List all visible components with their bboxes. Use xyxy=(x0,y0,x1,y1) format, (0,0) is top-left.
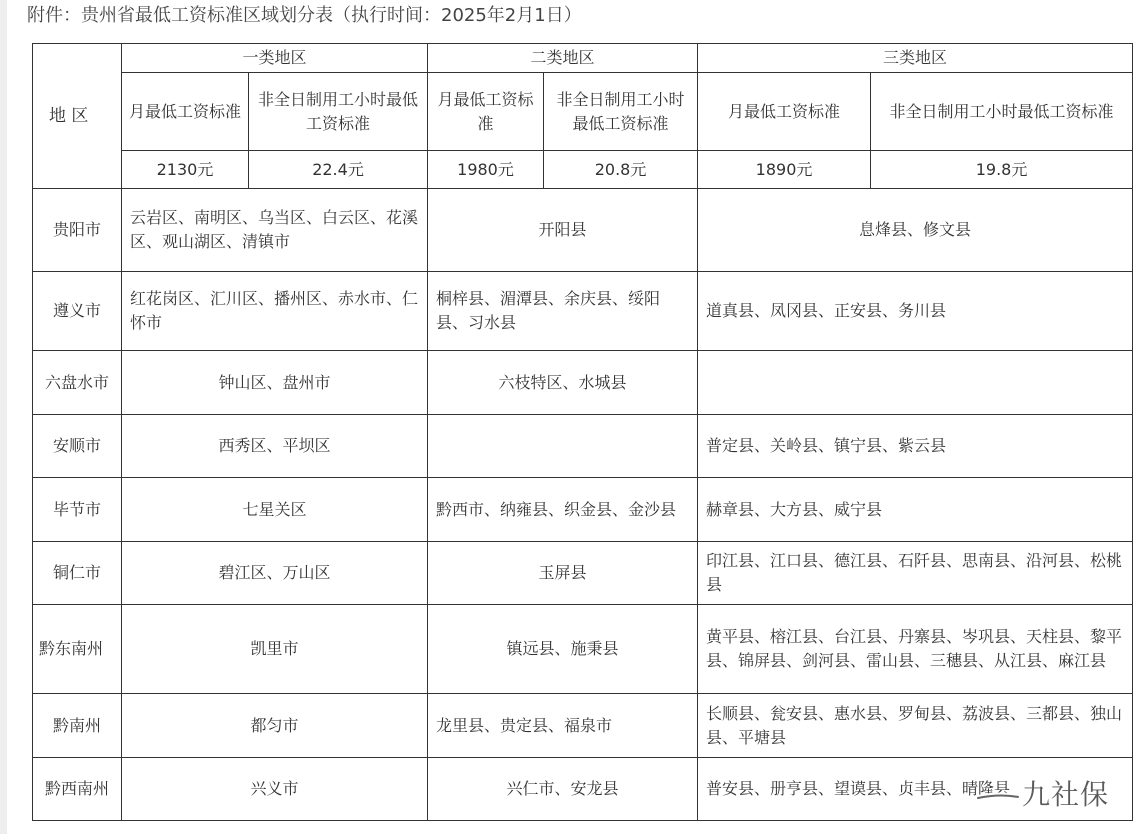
table-row xyxy=(33,478,1133,542)
class2-monthly-value: 1980元 xyxy=(428,151,544,189)
class3-areas: 黄平县、榕江县、台江县、丹寨县、岑巩县、天柱县、黎平县、锦屏县、剑河县、雷山县、三穗县、从江县、麻江县 xyxy=(698,605,1133,694)
class1-areas: 钟山区、盘州市 xyxy=(122,351,428,415)
class2-areas: 开阳县 xyxy=(428,189,698,272)
class3-areas: 道真县、凤冈县、正安县、务川县 xyxy=(698,272,1133,351)
class1-areas: 兴义市 xyxy=(122,758,428,821)
class3-areas: 长顺县、瓮安县、惠水县、罗甸县、荔波县、三都县、独山县、平塘县 xyxy=(698,694,1133,758)
class2-areas: 六枝特区、水城县 xyxy=(428,351,698,415)
table-row xyxy=(33,542,1133,605)
city-cell: 贵阳市 xyxy=(33,189,122,272)
class3-monthly-label: 月最低工资标准 xyxy=(698,73,871,151)
page-left-border xyxy=(0,0,7,834)
class1-areas: 西秀区、平坝区 xyxy=(122,415,428,478)
table-row xyxy=(33,415,1133,478)
class3-hourly-label: 非全日制用工小时最低工资标准 xyxy=(871,73,1133,151)
class1-areas: 碧江区、万山区 xyxy=(122,542,428,605)
city-cell: 六盘水市 xyxy=(33,351,122,415)
class3-hourly-value: 19.8元 xyxy=(871,151,1133,189)
class2-monthly-label: 月最低工资标准 xyxy=(428,73,544,151)
table-row xyxy=(33,758,1133,821)
header-row-classes xyxy=(33,44,1133,73)
class2-areas xyxy=(428,415,698,478)
city-cell: 毕节市 xyxy=(33,478,122,542)
class1-monthly-label: 月最低工资标准 xyxy=(122,73,249,151)
class1-areas: 都匀市 xyxy=(122,694,428,758)
city-cell: 铜仁市 xyxy=(33,542,122,605)
class1-areas: 云岩区、南明区、乌当区、白云区、花溪区、观山湖区、清镇市 xyxy=(122,189,428,272)
class1-areas: 红花岗区、汇川区、播州区、赤水市、仁怀市 xyxy=(122,272,428,351)
city-cell: 遵义市 xyxy=(33,272,122,351)
wage-zone-table xyxy=(32,43,1133,821)
city-cell: 安顺市 xyxy=(33,415,122,478)
class3-areas: 普安县、册亨县、望谟县、贞丰县、晴隆县 xyxy=(698,758,1133,821)
class2-hourly-value: 20.8元 xyxy=(544,151,698,189)
class2-areas: 镇远县、施秉县 xyxy=(428,605,698,694)
class1-hourly-value: 22.4元 xyxy=(249,151,428,189)
table-row xyxy=(33,694,1133,758)
region-header-cell: 地 区 xyxy=(33,44,122,189)
class3-areas: 普定县、关岭县、镇宁县、紫云县 xyxy=(698,415,1133,478)
class2-hourly-label: 非全日制用工小时最低工资标准 xyxy=(544,73,698,151)
class2-areas: 兴仁市、安龙县 xyxy=(428,758,698,821)
class3-monthly-value: 1890元 xyxy=(698,151,871,189)
page-caption: 附件：贵州省最低工资标准区域划分表（执行时间：2025年2月1日） xyxy=(27,5,582,26)
class3-areas: 息烽县、修文县 xyxy=(698,189,1133,272)
header-row-values xyxy=(33,151,1133,189)
class1-areas: 七星关区 xyxy=(122,478,428,542)
table-row xyxy=(33,189,1133,272)
class2-areas: 黔西市、纳雍县、织金县、金沙县 xyxy=(428,478,698,542)
table-row xyxy=(33,605,1133,694)
class2-areas: 玉屏县 xyxy=(428,542,698,605)
class1-monthly-value: 2130元 xyxy=(122,151,249,189)
class1-header: 一类地区 xyxy=(122,44,428,73)
city-cell: 黔东南州 xyxy=(33,605,122,694)
class2-header: 二类地区 xyxy=(428,44,698,73)
watermark xyxy=(976,775,1136,815)
class3-areas: 印江县、江口县、德江县、石阡县、思南县、沿河县、松桃县 xyxy=(698,542,1133,605)
table-row xyxy=(33,351,1133,415)
header-row-labels xyxy=(33,73,1133,151)
class3-areas: 赫章县、大方县、威宁县 xyxy=(698,478,1133,542)
city-cell: 黔西南州 xyxy=(33,758,122,821)
class3-header: 三类地区 xyxy=(698,44,1133,73)
class1-hourly-label: 非全日制用工小时最低工资标准 xyxy=(249,73,428,151)
city-cell: 黔南州 xyxy=(33,694,122,758)
class1-areas: 凯里市 xyxy=(122,605,428,694)
table-row xyxy=(33,272,1133,351)
watermark-logo-icon xyxy=(976,784,1020,808)
class3-areas xyxy=(698,351,1133,415)
class2-areas: 龙里县、贵定县、福泉市 xyxy=(428,694,698,758)
watermark-text: 九社保 xyxy=(1022,778,1110,811)
class2-areas: 桐梓县、湄潭县、余庆县、绥阳县、习水县 xyxy=(428,272,698,351)
